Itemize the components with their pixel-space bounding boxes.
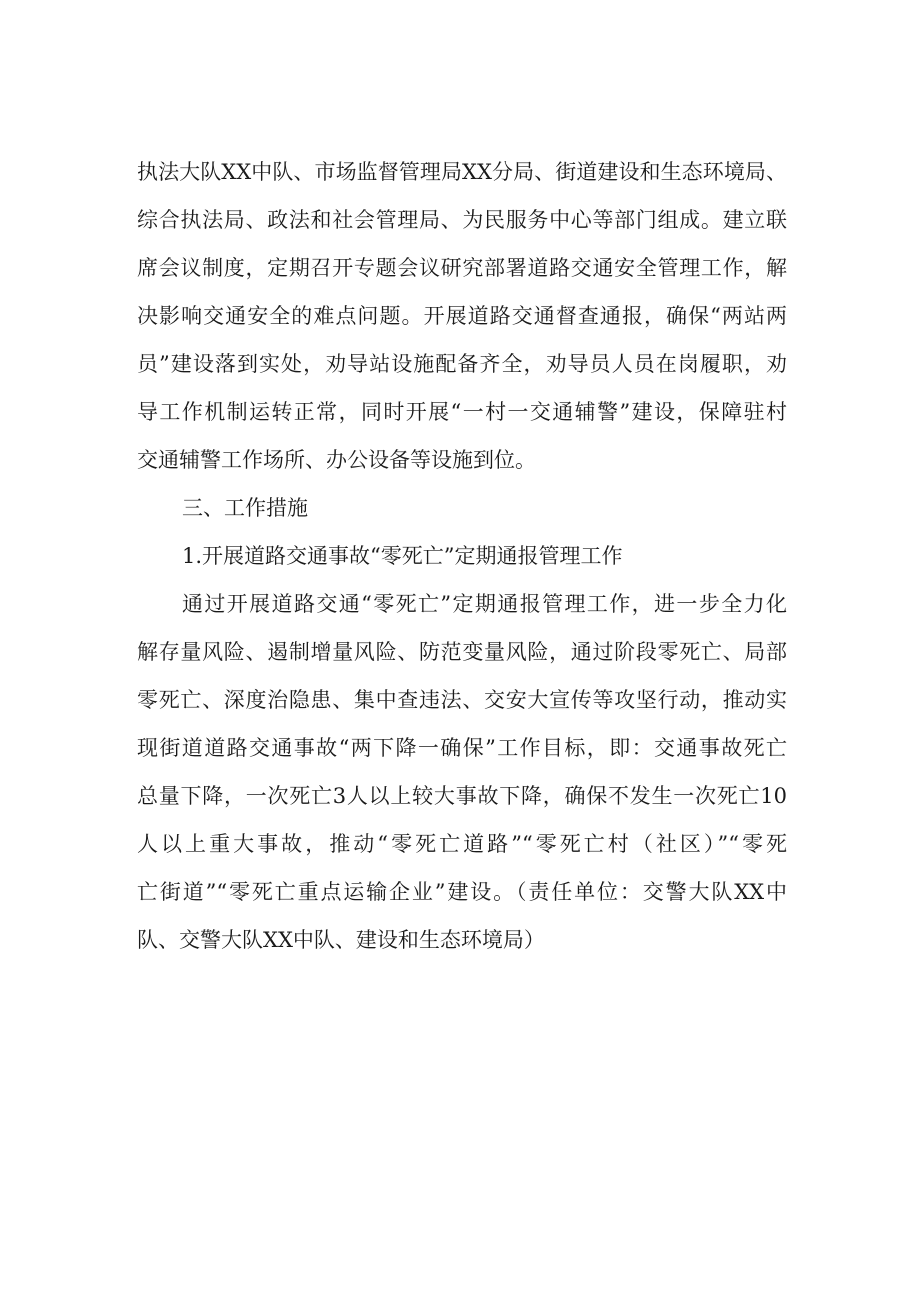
paragraph-line: 综合执法局、政法和社会管理局、为民服务中心等部门组成。建立联 (137, 208, 787, 232)
subheading: 1.开展道路交通事故“零死亡”定期通报管理工作 (182, 544, 623, 568)
paragraph-line: 决影响交通安全的难点问题。开展道路交通督查通报，确保“两站两 (137, 304, 787, 328)
document-body (137, 148, 787, 964)
paragraph-line: 零死亡、深度治隐患、集中查违法、交安大宣传等攻坚行动，推动实 (137, 688, 787, 712)
paragraph-line: 解存量风险、遏制增量风险、防范变量风险，通过阶段零死亡、局部 (137, 640, 787, 664)
paragraph-line: 亡街道”“零死亡重点运输企业”建设。（责任单位：交警大队XX中 (137, 880, 787, 904)
paragraph-line: 通过开展道路交通“零死亡”定期通报管理工作，进一步全力化 (182, 592, 787, 616)
paragraph-line: 总量下降，一次死亡3人以上较大事故下降，确保不发生一次死亡10 (137, 784, 787, 808)
paragraph-line: 席会议制度，定期召开专题会议研究部署道路交通安全管理工作，解 (137, 256, 787, 280)
paragraph-line: 执法大队XX中队、市场监督管理局XX分局、街道建设和生态环境局、 (137, 160, 787, 184)
paragraph-line: 导工作机制运转正常，同时开展“一村一交通辅警”建设，保障驻村 (137, 400, 787, 424)
section-heading: 三、工作措施 (182, 496, 308, 520)
paragraph-line: 现街道道路交通事故“两下降一确保”工作目标，即：交通事故死亡 (137, 736, 787, 760)
paragraph-2 (137, 580, 787, 964)
paragraph-line: 队、交警大队XX中队、建设和生态环境局） (137, 928, 545, 952)
paragraph-line: 员”建设落到实处，劝导站设施配备齐全，劝导员人员在岗履职，劝 (137, 352, 787, 376)
paragraph-1 (137, 148, 787, 484)
paragraph-line: 交通辅警工作场所、办公设备等设施到位。 (137, 448, 536, 472)
paragraph-line: 人以上重大事故，推动“零死亡道路”“零死亡村（社区）”“零死 (137, 832, 787, 856)
